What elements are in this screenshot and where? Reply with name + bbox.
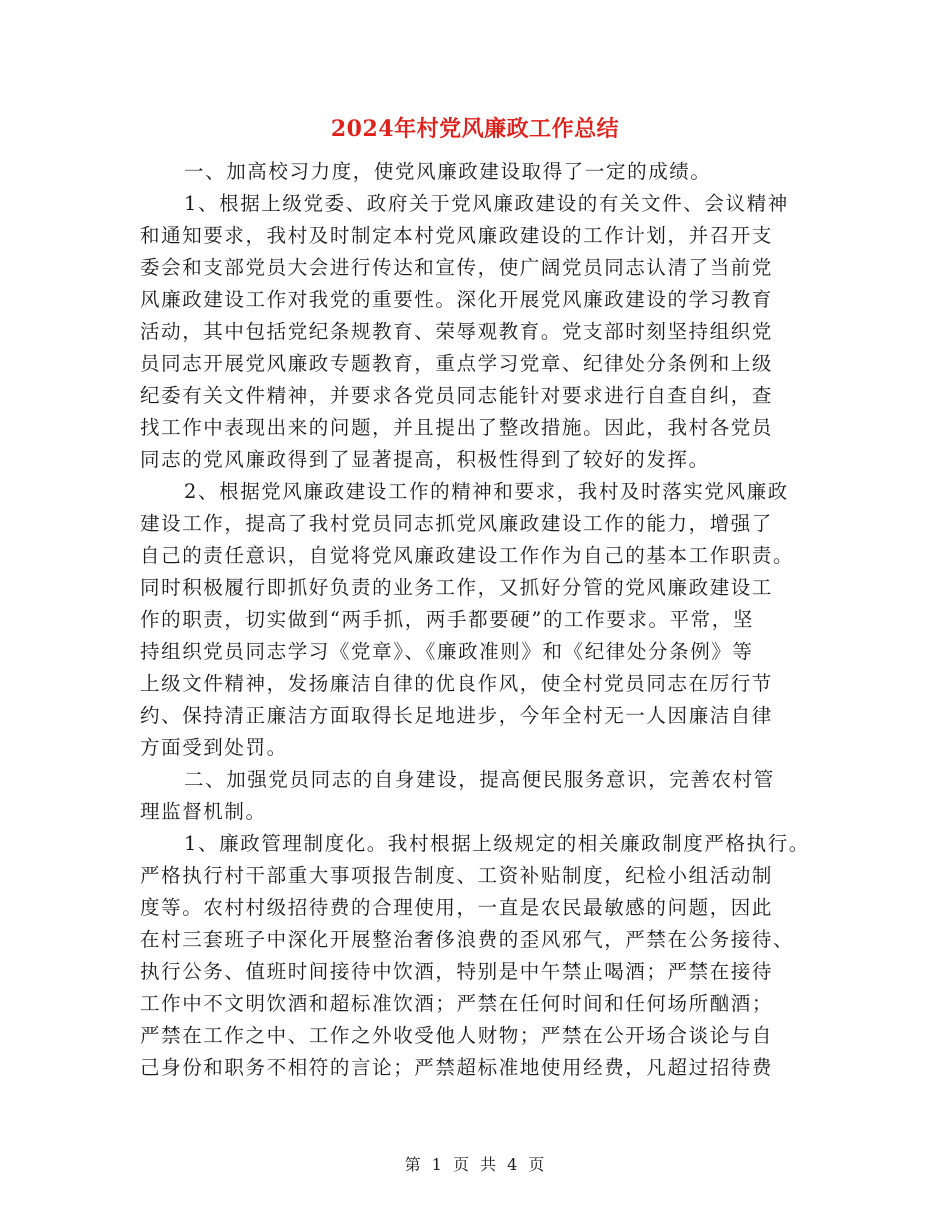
text-line: 理监督机制。 bbox=[140, 800, 267, 823]
document-body bbox=[140, 156, 830, 1084]
paragraph bbox=[140, 156, 830, 188]
text-line: 在村三套班子中深化开展整治奢侈浪费的歪风邪气，严禁在公务接待、 bbox=[140, 928, 795, 951]
text-line: 2、根据党风廉政建设工作的精神和要求，我村及时落实党风廉政 bbox=[184, 480, 789, 503]
text-line: 委会和支部党员大会进行传达和宣传，使广阔党员同志认清了当前党 bbox=[140, 256, 774, 279]
text-line: 纪委有关文件精神，并要求各党员同志能针对要求进行自查自纠，查 bbox=[140, 384, 774, 407]
text-line: 和通知要求，我村及时制定本村党风廉政建设的工作计划，并召开支 bbox=[140, 224, 774, 247]
text-line: 度等。农村村级招待费的合理使用，一直是农民最敏感的问题，因此 bbox=[140, 896, 774, 919]
text-line: 员同志开展党风廉政专题教育，重点学习党章、纪律处分条例和上级 bbox=[140, 352, 774, 375]
text-line: 同志的党风廉政得到了显著提高，积极性得到了较好的发挥。 bbox=[140, 448, 710, 471]
text-line: 建设工作，提高了我村党员同志抓党风廉政建设工作的能力，增强了 bbox=[140, 512, 774, 535]
text-line: 方面受到处罚。 bbox=[140, 736, 288, 759]
text-line: 工作中不文明饮酒和超标准饮酒；严禁在任何时间和任何场所酗酒； bbox=[140, 992, 774, 1015]
text-line: 执行公务、值班时间接待中饮酒，特别是中午禁止喝酒；严禁在接待 bbox=[140, 960, 774, 983]
document-title: 2024年村党风廉政工作总结 bbox=[330, 116, 620, 142]
text-line: 上级文件精神，发扬廉洁自律的优良作风，使全村党员同志在厉行节 bbox=[140, 672, 774, 695]
paragraph bbox=[140, 764, 830, 828]
paragraph bbox=[140, 476, 830, 764]
text-line: 活动，其中包括党纪条规教育、荣辱观教育。党支部时刻坚持组织党 bbox=[140, 320, 774, 343]
text-line: 1、廉政管理制度化。我村根据上级规定的相关廉政制度严格执行。 bbox=[184, 832, 810, 855]
text-line: 一、加高校习力度，使党风廉政建设取得了一定的成绩。 bbox=[184, 160, 712, 183]
text-line: 1、根据上级党委、政府关于党风廉政建设的有关文件、会议精神 bbox=[184, 192, 789, 215]
text-line: 风廉政建设工作对我党的重要性。深化开展党风廉政建设的学习教育 bbox=[140, 288, 774, 311]
text-line: 二、加强党员同志的自身建设，提高便民服务意识，完善农村管 bbox=[184, 768, 775, 791]
text-line: 约、保持清正廉洁方面取得长足地进步，今年全村无一人因廉洁自律 bbox=[140, 704, 774, 727]
text-line: 严格执行村干部重大事项报告制度、工资补贴制度，纪检小组活动制 bbox=[140, 864, 774, 887]
text-line: 持组织党员同志学习《党章》、《廉政准则》和《纪律处分条例》等 bbox=[140, 640, 754, 663]
text-line: 己身份和职务不相符的言论；严禁超标准地使用经费，凡超过招待费 bbox=[140, 1056, 774, 1079]
paragraph bbox=[140, 188, 830, 476]
page-footer: 第 1 页 共 4 页 bbox=[404, 1155, 546, 1174]
text-line: 同时积极履行即抓好负责的业务工作，又抓好分管的党风廉政建设工 bbox=[140, 576, 774, 599]
text-line: 作的职责，切实做到“两手抓，两手都要硬”的工作要求。平常，坚 bbox=[140, 608, 754, 631]
text-line: 找工作中表现出来的问题，并且提出了整改措施。因此，我村各党员 bbox=[140, 416, 774, 439]
text-line: 严禁在工作之中、工作之外收受他人财物；严禁在公开场合谈论与自 bbox=[140, 1024, 774, 1047]
text-line: 自己的责任意识，自觉将党风廉政建设工作作为自己的基本工作职责。 bbox=[140, 544, 795, 567]
paragraph bbox=[140, 828, 830, 1084]
